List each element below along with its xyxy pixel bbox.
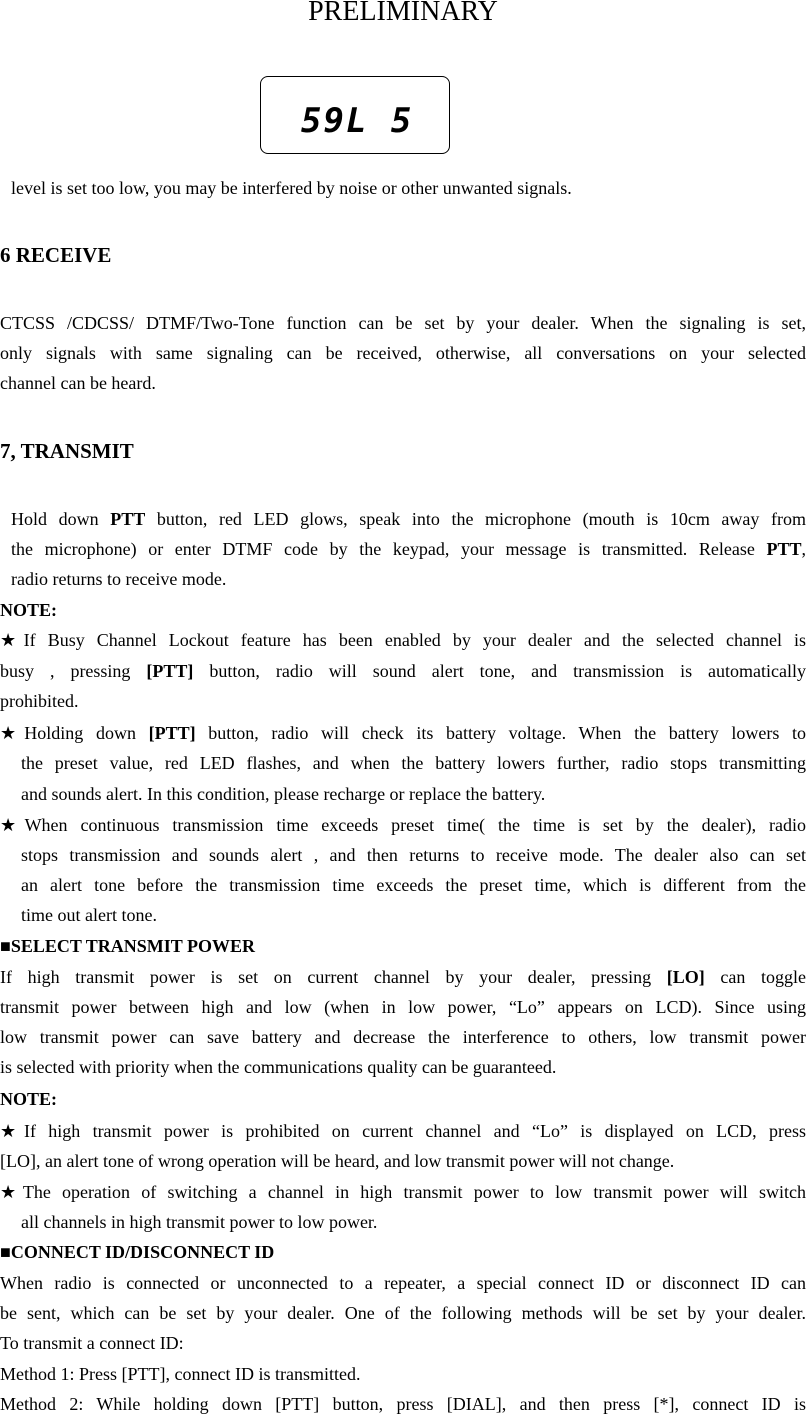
transmit-note-label: NOTE: bbox=[0, 600, 58, 620]
receive-paragraph-line: CTCSS /CDCSS/ DTMF/Two-Tone function can be set by your dealer. When the signaling is set, bbox=[0, 313, 806, 333]
connect-paragraph-line: When radio is connected or unconnected to a repeater, a special connect ID or disconnect ID can bbox=[0, 1273, 806, 1293]
transmit-note-line: stops transmission and sounds alert , and then returns to receive mode. The dealer also can set bbox=[21, 845, 806, 865]
transmit-note-line: and sounds alert. In this condition, please recharge or replace the battery. bbox=[21, 784, 546, 804]
transmit-note-line: the preset value, red LED flashes, and when the battery lowers further, radio stops transmitting bbox=[21, 753, 806, 773]
connect-paragraph-line: To transmit a connect ID: bbox=[0, 1333, 184, 1353]
transmit-note-line: ★When continuous transmission time exceeds preset time( the time is set by the dealer), radio bbox=[0, 815, 806, 835]
power-paragraph-line: If high transmit power is set on current channel by your dealer, pressing [LO] can toggle bbox=[0, 967, 806, 987]
power-paragraph-line: low transmit power can save battery and decrease the interference to others, low transmit power bbox=[0, 1027, 806, 1047]
transmit-note-line: ★If Busy Channel Lockout feature has been enabled by your dealer and the selected channel is bbox=[0, 630, 806, 650]
transmit-note-line: prohibited. bbox=[0, 691, 79, 711]
lcd-display-text: 59L 5 bbox=[301, 101, 414, 141]
power-paragraph-line: transmit power between high and low (when in low power, “Lo” appears on LCD). Since using bbox=[0, 997, 806, 1017]
transmit-paragraph-line: radio returns to receive mode. bbox=[11, 569, 227, 589]
transmit-paragraph-line: Hold down PTT button, red LED glows, speak into the microphone (mouth is 10cm away from bbox=[11, 509, 806, 529]
lcd-display-illustration bbox=[260, 76, 450, 154]
ptt-key-label: [PTT] bbox=[148, 723, 196, 743]
power-paragraph-line: is selected with priority when the communications quality can be guaranteed. bbox=[0, 1057, 557, 1077]
receive-heading: 6 RECEIVE bbox=[0, 243, 112, 267]
receive-paragraph-line: channel can be heard. bbox=[0, 373, 156, 393]
lo-key-label: [LO] bbox=[666, 967, 705, 987]
transmit-note-line: busy , pressing [PTT] button, radio will sound alert tone, and transmission is automatically bbox=[0, 661, 806, 681]
page-header-title: PRELIMINARY bbox=[308, 0, 498, 27]
ptt-key-label: PTT bbox=[110, 509, 146, 529]
ptt-key-label: PTT bbox=[766, 539, 802, 559]
receive-paragraph-line: only signals with same signaling can be received, otherwise, all conversations on your selected bbox=[0, 343, 806, 363]
connect-method-2: Method 2: While holding down [PTT] button, press [DIAL], and then press [*], connect ID is bbox=[0, 1394, 806, 1414]
connect-id-heading: ■CONNECT ID/DISCONNECT ID bbox=[0, 1242, 275, 1262]
power-note-line: ★If high transmit power is prohibited on current channel and “Lo” is displayed on LCD, press bbox=[0, 1121, 806, 1141]
transmit-heading: 7, TRANSMIT bbox=[0, 439, 134, 463]
power-note-line: ★The operation of switching a channel in high transmit power to low transmit power will switch bbox=[0, 1182, 806, 1202]
connect-paragraph-line: be sent, which can be set by your dealer. One of the following methods will be set by your dealer. bbox=[0, 1303, 806, 1323]
power-note-label: NOTE: bbox=[0, 1089, 58, 1109]
power-note-line: all channels in high transmit power to low power. bbox=[21, 1212, 378, 1232]
connect-method-1: Method 1: Press [PTT], connect ID is transmitted. bbox=[0, 1364, 361, 1384]
intro-text: level is set too low, you may be interfered by noise or other unwanted signals. bbox=[11, 178, 572, 198]
transmit-note-line: an alert tone before the transmission time exceeds the preset time, which is different from the bbox=[21, 875, 806, 895]
select-power-heading: ■SELECT TRANSMIT POWER bbox=[0, 936, 255, 956]
transmit-note-line: ★Holding down [PTT] button, radio will check its battery voltage. When the battery lowers to bbox=[0, 723, 806, 743]
power-note-line: [LO], an alert tone of wrong operation will be heard, and low transmit power will not change. bbox=[0, 1151, 675, 1171]
transmit-paragraph-line: the microphone) or enter DTMF code by the keypad, your message is transmitted. Release PTT, bbox=[11, 539, 806, 559]
transmit-note-line: time out alert tone. bbox=[21, 905, 157, 925]
ptt-key-label: [PTT] bbox=[146, 661, 194, 681]
